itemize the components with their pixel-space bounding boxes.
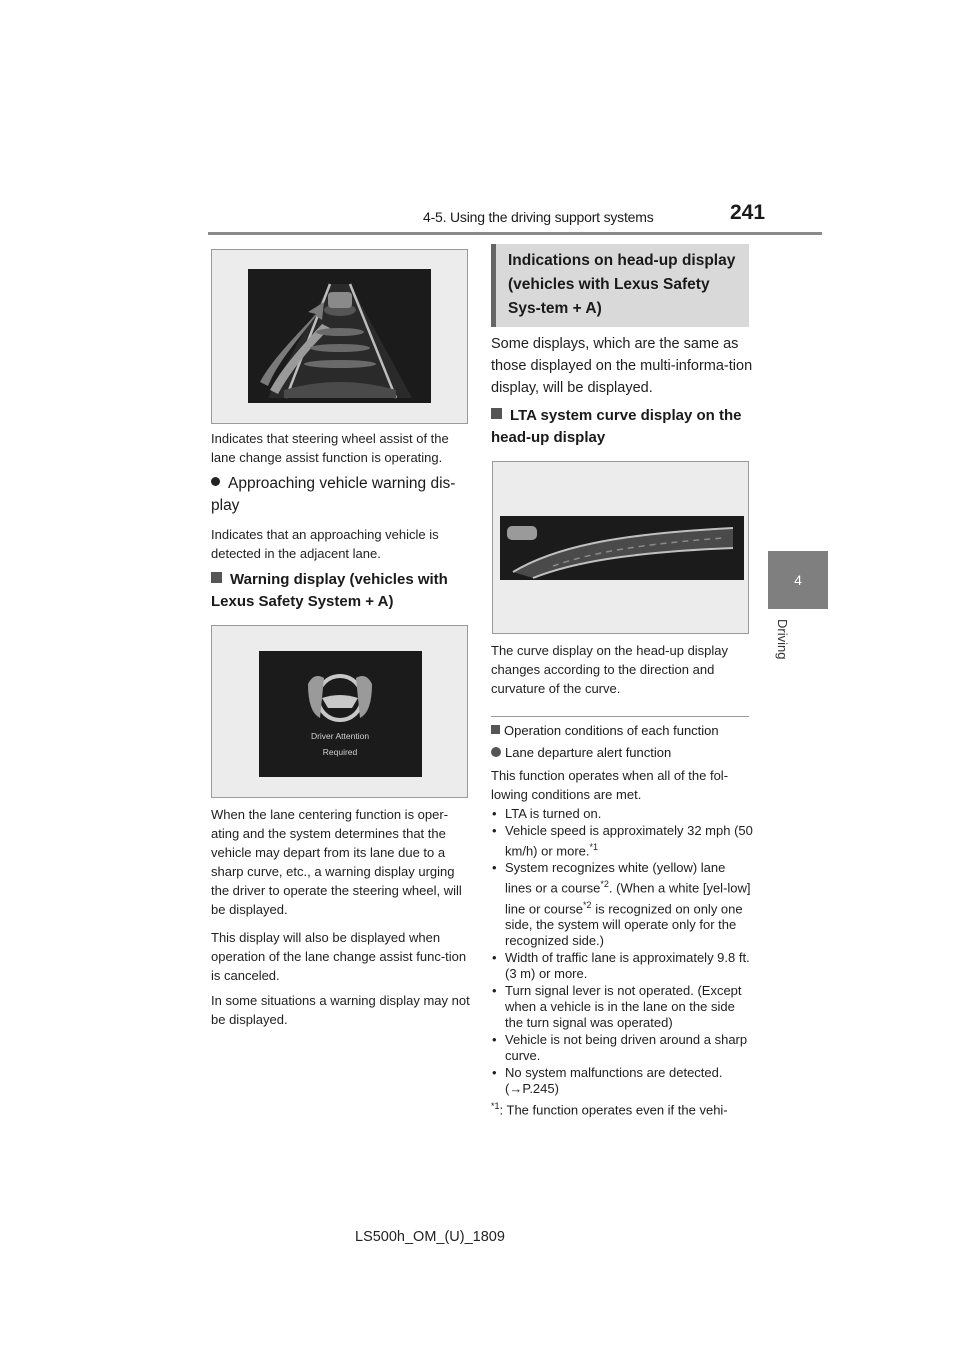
condition-item: • Turn signal lever is not operated. (Except when a vehicle is in the lane on the side the turn signal was operated) — [491, 983, 753, 1031]
caption-approaching: Indicates that an approaching vehicle is detected in the adjacent lane. — [211, 527, 439, 561]
condition-item: • No system malfunctions are detected. (→P.245) — [491, 1065, 753, 1097]
condition-item: • LTA is turned on. — [491, 806, 753, 822]
curve-display-figure — [492, 461, 749, 634]
square-bullet-icon — [211, 572, 222, 583]
footnote-text: : The function operates even if the vehi- — [499, 1102, 728, 1118]
car-icon — [507, 526, 537, 540]
chapter-label: Driving — [775, 619, 790, 660]
footnote-1 — [491, 1097, 753, 1119]
lane-change-assist-illustration — [212, 250, 467, 423]
caption-lane-change: Indicates that steering wheel assist of the lane change assist function is operating. — [211, 431, 449, 465]
bullet-icon — [211, 477, 220, 486]
lda-heading-text: Lane departure alert function — [505, 745, 672, 760]
op-heading-text: Operation conditions of each function — [504, 723, 719, 738]
heading-lane-departure — [491, 744, 753, 762]
document-id: LS500h_OM_(U)_1809 — [355, 1229, 505, 1245]
square-bullet-icon — [491, 725, 500, 734]
condition-item: • Width of traffic lane is approximately 9.8 ft. (3 m) or more. — [491, 950, 753, 982]
section-title: 4-5. Using the driving support systems — [423, 209, 654, 225]
caption-curve: The curve display on the head-up display changes according to the direction and curvature of the curve. — [491, 643, 729, 696]
screen-text-1: Driver Attention — [310, 731, 370, 741]
heading-curve-text: LTA system curve display on the head-up display — [491, 407, 742, 446]
warning-display-figure — [211, 625, 468, 798]
chapter-number: 4 — [794, 572, 802, 588]
car-icon — [328, 292, 352, 308]
para-warning-3: In some situations a warning display may not be displayed. — [211, 993, 470, 1027]
screen-text-2: Required — [322, 747, 358, 757]
square-bullet-icon — [491, 408, 502, 419]
hud-intro: Some displays, which are the same as those displayed on the multi-informa-tion display, will be displayed. — [491, 336, 753, 396]
condition-item: • Vehicle speed is approximately 32 mph (50 km/h) or more.$^{*1}$ — [491, 823, 753, 859]
lda-intro: This function operates when all of the fol-lowing conditions are met. — [491, 768, 729, 802]
heading-approaching-text: Approaching vehicle warning dis-play — [211, 475, 456, 514]
heading-warning-display — [211, 569, 473, 613]
shaded-heading-hud: Indications on head-up display (vehicles with Lexus Safety Sys-tem + A) — [491, 244, 749, 327]
curve-display-illustration — [493, 462, 748, 633]
display-screen — [259, 651, 422, 777]
chapter-tab[interactable] — [768, 551, 828, 609]
condition-item: • System recognizes white (yellow) lane lines or a course$^{*2}$. (When a white [yel-low] line or course$^{*2}$ is recognized on only one side, the system will operate only for the recognized side.) — [491, 860, 753, 949]
warning-display-illustration — [212, 626, 467, 797]
heading-warning-text: Warning display (vehicles with Lexus Safety System + A) — [211, 571, 448, 610]
heading-approaching-vehicle — [211, 473, 471, 517]
page-number: 241 — [730, 201, 766, 224]
footnote-marker: *1 — [491, 1101, 500, 1111]
lane-change-assist-figure — [211, 249, 468, 424]
condition-item: • Vehicle is not being driven around a sharp curve. — [491, 1032, 753, 1064]
para-warning-2: This display will also be displayed when operation of the lane change assist func-tion is canceled. — [211, 930, 467, 983]
heading-operation-conditions — [491, 722, 753, 740]
conditions-list — [491, 806, 753, 1098]
circle-bullet-icon — [491, 747, 501, 757]
header-rule — [208, 232, 822, 235]
heading-curve-display — [491, 405, 753, 449]
section-rule — [491, 716, 749, 717]
para-warning-1: When the lane centering function is oper-ating and the system determines that the vehicle may depart from its lane due to a sharp curve, etc., a warning display urging the driver to operate the steering wheel, will be displayed. — [211, 807, 462, 917]
page-reference-link[interactable]: (→P.245) — [505, 1080, 559, 1096]
